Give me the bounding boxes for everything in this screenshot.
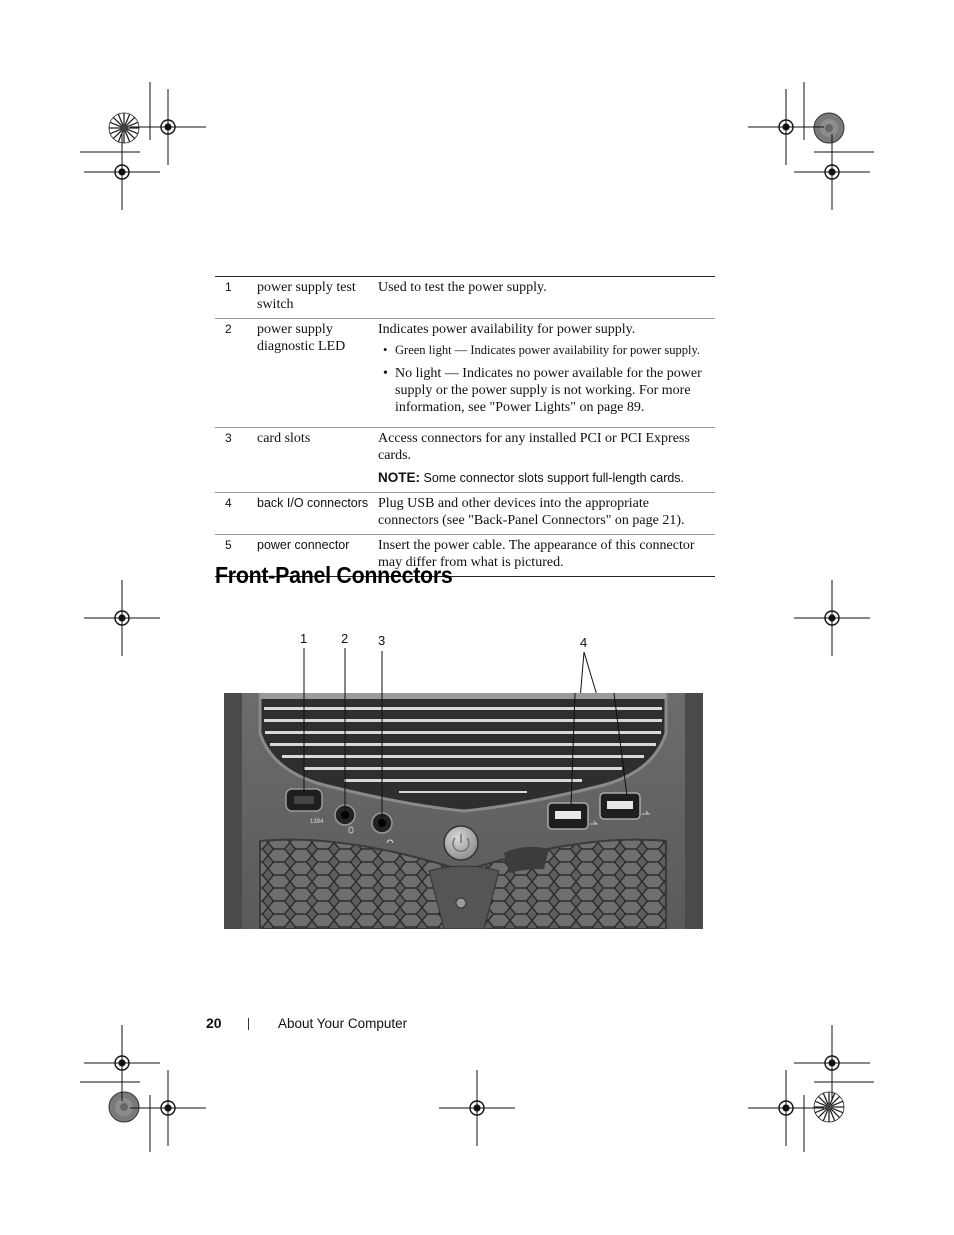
bullet-item: • No light — Indicates no power available for the power supply or the power supply is not working. For more information, see "Power Lights" on page 89. [378,365,711,416]
component-name: power supply test switch [257,280,356,312]
component-name: power connector [257,538,350,552]
callout-3: 3 [378,633,386,648]
bullet-item: • Green light — Indicates power availability for power supply. [378,342,711,359]
component-description: Insert the power cable. The appearance of this connector may differ from what is pictured. [378,538,695,570]
usb-port-icon [548,803,588,829]
description-text: Indicates power availability for power supply. [378,322,636,337]
component-name: back I/O connectors [257,496,369,510]
callout-4: 4 [580,635,588,650]
component-description: Used to test the power supply. [378,280,547,295]
note-text: Some connector slots support full-length cards. [423,471,685,485]
callout-2: 2 [341,631,349,646]
row-number: 1 [225,280,232,294]
note-label: NOTE: [378,470,420,485]
row-number: 3 [225,431,232,445]
section-heading: Front-Panel Connectors [215,562,453,588]
row-number: 2 [225,322,232,336]
component-description: Plug USB and other devices into the appropriate connectors (see "Back-Panel Connectors" on page 21). [378,496,685,528]
chapter-title: About Your Computer [278,1016,408,1031]
usb-port-icon [600,793,640,819]
firewire-label: 1394 [310,819,324,825]
description-text: Access connectors for any installed PCI or PCI Express cards. [378,431,690,463]
row-number: 5 [225,538,232,552]
callout-1: 1 [300,631,308,646]
footer-divider [248,1018,249,1030]
power-button-icon [444,826,478,860]
page-number: 20 [206,1015,222,1031]
row-number: 4 [225,496,232,510]
component-name: power supply diagnostic LED [257,322,346,354]
component-name: card slots [257,431,311,446]
front-panel-illustration [224,693,703,929]
